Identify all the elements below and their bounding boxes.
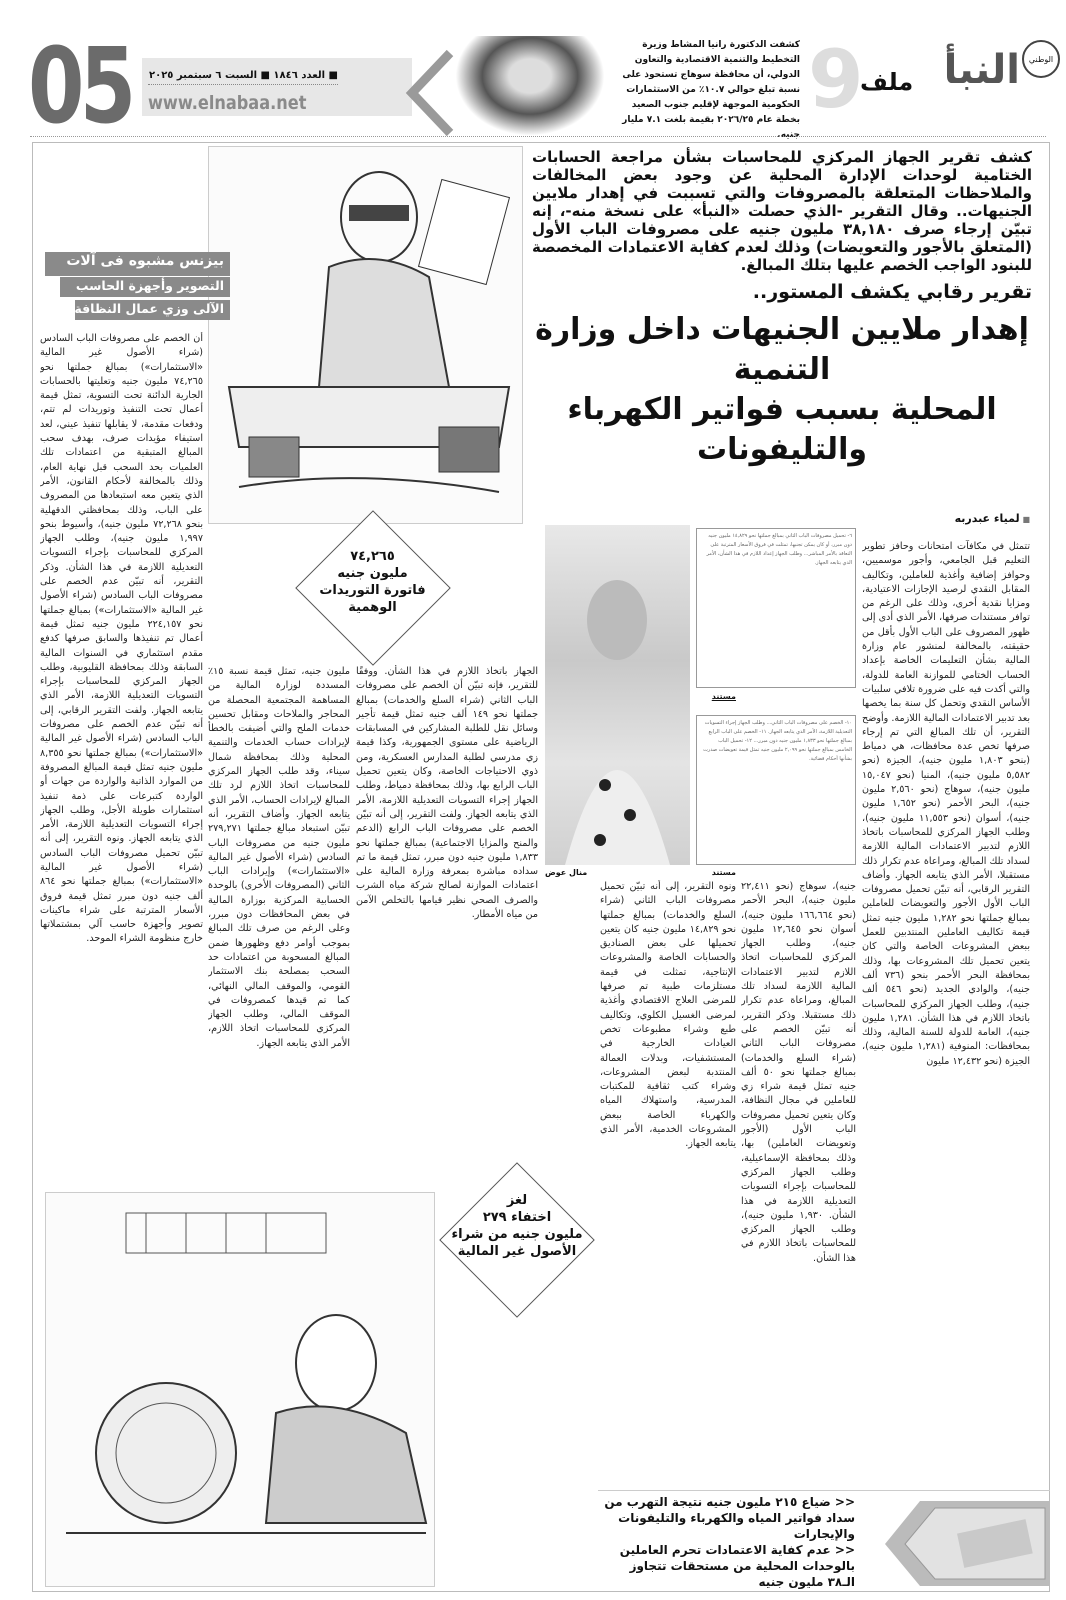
sidebar-highlight-3: الآلى وزي عمال النظافة bbox=[75, 300, 230, 320]
promo-item-text: عدم كفاية الاعتمادات تحرم العاملين بالوحدات المحلية من مستحقات تتجاوز الـ٣٨ مليون جنيه bbox=[619, 1543, 855, 1589]
newspaper-logo: النبأ bbox=[943, 47, 1020, 93]
column-left: أن الخصم على مصروفات الباب السادس (شراء الأصول غير المالية «الاستثمارات») بمبالغ جملتها نحو ٧٤,٢٦٥ مليون جنيه وتعليتها بالحسابات الجارية الدائنة تحت التسوية، تمثل قيمة أعمال تحت التنفيذ وتوريدات لم تتم، ودفعات مقدمة، لا يقابلها تنفيذ عيني، لعد استيفاء مؤيدات صرف، بهدف سحب المبالغ المتبقية من اعتمادات تلك العلميات بحد السحب قبل نهاية العام، وذلك بالمخالفة لأحكام القانون، الأمر الذي يتعين معه استبعادها من المصروف على الباب، وذلك بمحافظتي الدقهلية بنحو ٧٢,٢٦٨ مليون جنيه)، وأسيوط بنحو ١,٩٩٧ مليون جنيه)، وطلب الجهاز المركزي للمحاسبات بإجراء التسويات التعديلية اللازمة في هذا الشأن. وذكر التقرير، أنه تبيّن عدم الخصم على مصروفات الباب السادس (شراء الأصول غير المالية «الاستثمارات») بمبالغ جملتها نحو ٢٢٤,١٥٧ مليون جنيه تمثل قيمة أعمال تم تنفيذها والسابق صرفها كدفع مقدم استثماري في السنوات المالية السابقة وذلك بمحافظة القليوبية، وطلب الجهاز المركزي للمحاسبات بإجراء التسويات التعديلية اللازمة، الأمر الذي يتابعه الجهاز. ولفت التقرير الرقابي، إلى أنه تبيّن عدم الخصم على مصروفات الباب السادس (شراء الأصول غير المالية «الاستثمارات») بمبالغ جملتها نحو ٨,٣٥٥ مليون جنيه تمثل قيمة المبالغ المصروفة من الموارد الذاتية والواردة من جهات أو الواردة كتبرعات على ذمة تنفيذ استثمارات طويلة الأجل، وطلب الجهاز إجراء التسويات التعديلية اللازمة، الأمر الذي يتابعه الجهاز. ونوه التقرير، إلى أنه تبيّن تحميل مصروفات الباب السادس (شراء الأصول غير المالية «الاستثمارات») بمبالغ جملتها نحو ٨٦٤ ألف جنيه دون مبرر تمثل قيمة فروق الأسعار المترتبة على شراء ماكينات تصوير وأجهزة حاسب آلي بمشتملاتها خارج منظومة الشراء الموحد. bbox=[40, 333, 203, 945]
callout-caption: فاتورة التوريدات الوهمية bbox=[319, 583, 426, 615]
callout-unit: مليون جنيه bbox=[337, 566, 408, 581]
article-intro: كشف تقرير الجهاز المركزي للمحاسبات بشأن مراجعة الحسابات الختامية لوحدات الإدارة المحلية عن وجود بعض المخالفات والملاحظات المتعلقة بالمصروفات والتي تسببت في إهدار ملايين الجنيهات.. وقال التقرير -الذي حصلت «النبأ» على نسخة منه-، إنه تبيّن إرجاء صرف ٣٨,١٨٠ مليون جنيه على مصروفات الباب الأول (المتعلق بالأجور والتعويضات) وذلك لعدم كفاية الاعتمادات المخصصة للبنود الواجب الخصم عليها بتلك المبالغ. bbox=[532, 148, 1032, 274]
promo-list bbox=[600, 1494, 855, 1590]
author-byline: ■ لمياء عبدربه bbox=[925, 512, 1030, 525]
cartoon-drawing-2 bbox=[46, 1193, 435, 1587]
callout-supplies bbox=[310, 548, 435, 616]
document-scan-1: ٦- تحميل مصروفات الباب الثاني بمبالغ جملتها نحو ١٤,٨٢٩ مليون جنيه دون مبرر، أو كان يمكن تجنبها، تمثلت في فروق الأسعار المترتبة على التعاقد بالأمر المباشر... وطلب الجهاز إعداد اللازم في هذا الشأن، الأمر الذي يتابعه الجهاز. bbox=[696, 528, 856, 688]
callout-2-caption: مليون جنيه من شراء الأصول غير المالية bbox=[451, 1227, 583, 1259]
minister-portrait bbox=[545, 525, 690, 865]
article-kicker: تقرير رقابي يكشف المستور.. bbox=[752, 281, 1032, 303]
double-chevron-icon: << bbox=[834, 1495, 855, 1509]
minister-photo bbox=[455, 36, 605, 136]
document-scan-2: ١٠- الخصم على مصروفات الباب الثاني... وطلب الجهاز إجراء التسويات التعديلية اللازمة، الأمر الذي يتابعه الجهاز. ١١- الخصم على الباب الرابع بمبالغ جملتها نحو ١,٨٣٣ مليون جنيه دون مبرر... ١٢- تحميل الباب الخامس بمبالغ جملتها نحو ٢,٠٩٩ مليون جنيه تمثل قيمة تعويضات صدرت بشأنها أحكام قضائية. bbox=[696, 715, 856, 865]
column-right: تتمثل في مكافآت امتحانات وحافز تطوير التعليم قبل الجامعي، وأجور موسميين، وحوافز إضافية وأغذية للعاملين، وتكاليف المقابل النقدي لرصيد الإجازات الاعتيادية، ومزايا نقدية أخرى، وذلك على الرغم من توافر مستندات صرفها، الأمر الذي أدى إلى ظهور المصروف على الباب الأول بأقل من حقيقته، بالمخالفة لمنشور عام وزارة المالية بشأن التعليمات الخاصة بإعداد الحساب الختامي للموازنة العامة للدولة، والتي أكدت فيه على ضرورة تلافي سلبيات الأساس النقدي وتحمل كل سنة بما يخصها بعد تدبير الاعتمادات المالية اللازمة. وأوضح التقرير، أن تلك المبالغ التي تم إرجاء صرفها تخص عدة محافظات، هي دمياط (بنحو ١,٨٠٣ مليون جنيه)، الجيزة (نحو ٥,٥٨٢ مليون جنيه)، المنيا (نحو ١٥,٠٤٧ مليون جنيه)، سوهاج (نحو ٢,٥٦٠ مليون جنيه)، البحر الأحمر (نحو ١,٦٥٢ مليون جنيه)، أسوان (نحو ١١,٥٥٣ مليون جنيه)، وطلب الجهاز المركزي للمحاسبات باتخاذ اللازم لتدبير الاعتمادات المالية اللازمة لسداد تلك المبالغ، ومراعاة عدم تكرار ذلك مستقبلا، الأمر الذي يتابعه الجهاز. وأضاف التقرير الرقابي، أنه تبيّن تحميل مصروفات الباب الأول الأجور والتعويضات للعاملين بمبالغ جملتها نحو ١,٢٨٢ مليون جنيه تمثل قيمة تكاليف العاملين المنتدبين للعمل ببعض المشروعات الخاصة والتي كان يتعين تحميل تلك المشروعات بها، وذلك بمحافظة البحر الأحمر بنحو (٧٣٦ ألف جنيه)، والوادي الجديد (نحو ٥٤٦ ألف جنيه)، وطلب الجهاز المركزي للمحاسبات باتخاذ اللازم في هذا الشأن. ١,٢٨١ مليون جنيه)، العامة للدولة للسنة المالية، وذلك بمحافظات: المنوفية (١,٢٨١ مليون جنيه)، الجيزة (نحو ١٢,٤٣٢ مليون bbox=[862, 541, 1030, 1067]
document-caption-2: مستند bbox=[711, 868, 736, 877]
promo-item bbox=[600, 1494, 855, 1542]
double-chevron-icon: << bbox=[834, 1543, 855, 1557]
callout-2-label: لغز bbox=[506, 1193, 528, 1208]
money-photo bbox=[880, 1496, 1050, 1588]
column-middle: الجهاز باتخاذ اللازم في هذا الشأن. ووفقًا للتقرير، فإنه تبيّن أن الخصم على مصروفات الباب الثاني (شراء السلع والخدمات) بمبالغ جملتها نحو ١٤٩ ألف جنيه تمثل قيمة تأجير وسائل نقل للطلبة المشاركين في المسابقات الرياضية على مستوى الجمهورية، وكذا قيمة زي مدرسي لطلبة المدارس العسكرية، ومن ذوي الاحتياجات الخاصة، وكان يتعين تحميل الباب الرابع بها، وذلك بمحافظة دمياط، وطلب الجهاز إجراء التسويات التعديلية اللازمة، الأمر الذي يتابعه الجهاز. ولفت التقرير، إلى أنه تبيّن الخصم على مصروفات الباب الرابع (الدعم والمنح والمزايا الاجتماعية) بمبالغ جملتها نحو ١,٨٣٣ مليون جنيه دون مبرر، تمثل قيمة ما تم سداده مباشرة بمعرفة وزارة المالية على اعتمادات الموازنة لصالح شركة مياه الشرب والصرف الصحي نظير قيامها بالتخلص الآمن من مياه الأمطار. bbox=[356, 666, 538, 921]
callout-2-amount: اختفاء ٢٧٩ bbox=[482, 1210, 552, 1225]
chevron-left-icon bbox=[400, 48, 460, 138]
headline-line-2: المحلية بسبب فواتير الكهرباء والتليفونات bbox=[567, 392, 997, 467]
callout-amount: ٧٤,٢٦٥ bbox=[350, 549, 395, 564]
section-label: ملف bbox=[860, 68, 914, 96]
article-top bbox=[532, 148, 1032, 470]
photo-caption: منال عوض bbox=[545, 868, 588, 877]
document-caption-1: مستند bbox=[711, 692, 736, 701]
header-divider bbox=[30, 136, 1046, 137]
article-headline bbox=[532, 310, 1032, 470]
page-number: 05 bbox=[28, 25, 132, 147]
cartoon-drawing bbox=[209, 147, 523, 524]
column-under-cartoon: مليون جنيه، تمثل قيمة نسبة ١٥٪ المسددة لوزارة المالية من المساهمة المجتمعية المحصلة من المحاجر والملاحات ومقابل تحسين خدمات الملح والتي أضيفت بالخطأ لإيرادات حساب الخدمات والتنمية المحلية وذلك بمحافظة شمال سيناء، وقد طلب الجهاز المركزي للمحاسبات اتخاذ اللازم لرد تلك المبالغ لإيرادات الحساب، الأمر الذي يتابعه الجهاز. وأضاف التقرير، أنه تبيّن استبعاد مبالغ جملتها ٢٧٩,٢٧١ مليون جنيه من مصروفات الباب السادس (شراء الأصول غير المالية «الاستثمارات») وإيرادات الباب الثاني (المصروفات الأخرى) بالوحدة الحسابية المركزية بوزارة المالية في بعض المحافظات دون مبرر، وعلى الرغم من صرف تلك المبالغ بموجب أوامر دفع وظهورها ضمن المبالغ المسحوبة من اعتمادات حد السحب بمصلحة بنك الاستثمار القومي، والموقف المالي النهائي، كما تم قيدها كمصروفات في الموقف المالي، وطلب الجهاز المركزي للمحاسبات اتخاذ اللازم، الأمر الذي يتابعه الجهاز. bbox=[208, 666, 350, 1049]
promo-item bbox=[600, 1542, 855, 1590]
headline-line-1: إهدار ملايين الجنيهات داخل وزارة التنمية bbox=[535, 312, 1029, 387]
website-link[interactable]: www.elnabaa.net bbox=[148, 92, 307, 114]
callout-missing-assets bbox=[447, 1192, 587, 1260]
issue-date: ■ العدد ١٨٤٦ ■ السبت ٦ سبتمبر ٢٠٢٥ bbox=[148, 70, 338, 85]
section-number: 9 bbox=[808, 33, 864, 126]
promo-item-text: ضياع ٢١٥ مليون جنيه نتيجة التهرب من سداد فواتير المياه والكهرباء والتليفونات والإيجارات bbox=[604, 1495, 855, 1541]
sidebar-highlight-1: بيزنس مشبوه فى آلات bbox=[45, 252, 230, 276]
cartoon-man-with-seal bbox=[45, 1192, 435, 1587]
logo-seal: الوطني bbox=[1022, 40, 1060, 78]
column-center: جنيه)، سوهاج (نحو ٢٢,٤١١ مليون جنيه)، البحر الأحمر (نحو ١٦٦,٦٦٤ مليون جنيه)، أسوان نحو ١٢,٦٤٥ مليون جنيه)، وطلب الجهاز المركزي للمحاسبات اتخاذ اللازم لتدبير الاعتمادات المالية اللازمة لسداد تلك المبالغ، ومراعاة عدم تكرار ذلك مستقبلا. وذكر التقرير، أنه تبيّن الخصم على مصروفات الباب الثاني (شراء السلع والخدمات) بمبالغ جملتها نحو ٥٠ ألف جنيه تمثل قيمة شراء زي للعاملين في مجال النظافة، وكان يتعين تحميل مصروفات الباب الأول (الأجور وتعويضات العاملين) بها، وذلك بمحافظة الإسماعيلية، وطلب الجهاز المركزي للمحاسبات بإجراء التسويات التعديلية اللازمة في هذا الشأن. ١,٩٣٠ مليون جنيه)، وطلب الجهاز المركزي للمحاسبات باتخاذ اللازم في هذا الشأن. bbox=[741, 881, 856, 1264]
sidebar-highlight-2: التصوير وأجهزة الحاسب bbox=[60, 277, 230, 297]
header-teaser: كشفت الدكتورة رانيا المشاط وزيرة التخطيط والتنمية الاقتصادية والتعاون الدولي، أن محافظة سوهاج تستحوذ على نسبة تبلغ حوالي ١٠.٧٪ من الاستثمارات الحكومية الموجهة لإقليم جنوب الصعيد بخطة عام ٢٠٢٦/٢٥ بقيمة بلغت ٧.١ مليار جنيه. bbox=[622, 40, 800, 140]
cartoon-official-at-desk bbox=[208, 146, 523, 524]
column-lower-middle: ونوه التقرير، إلى أنه تبيّن تحميل مصروفات الباب الثاني (شراء السلع والخدمات) بمبالغ جملتها نحو ١٤,٨٢٩ مليون جنيه كان يتعين تحميلها على بعض الصناديق والحسابات الخاصة والمشروعات الإنتاجية، تمثلت في قيمة مستلزمات طبية تم صرفها للمرضى العلاج الاقتصادي وأغذية لمرضى الغسيل الكلوي، وتكاليف طبع وشراء مطبوعات تخص العيادات الخارجية في المستشفيات، وبدلات العمالة المنتدبة لبعض المشروعات، وشراء كتب ثقافية للمكتبات المدرسية، واستهلاك المياه والكهرباء الخاصة ببعض المشروعات الخدمية، الأمر الذي يتابعه الجهاز. bbox=[600, 881, 736, 1150]
